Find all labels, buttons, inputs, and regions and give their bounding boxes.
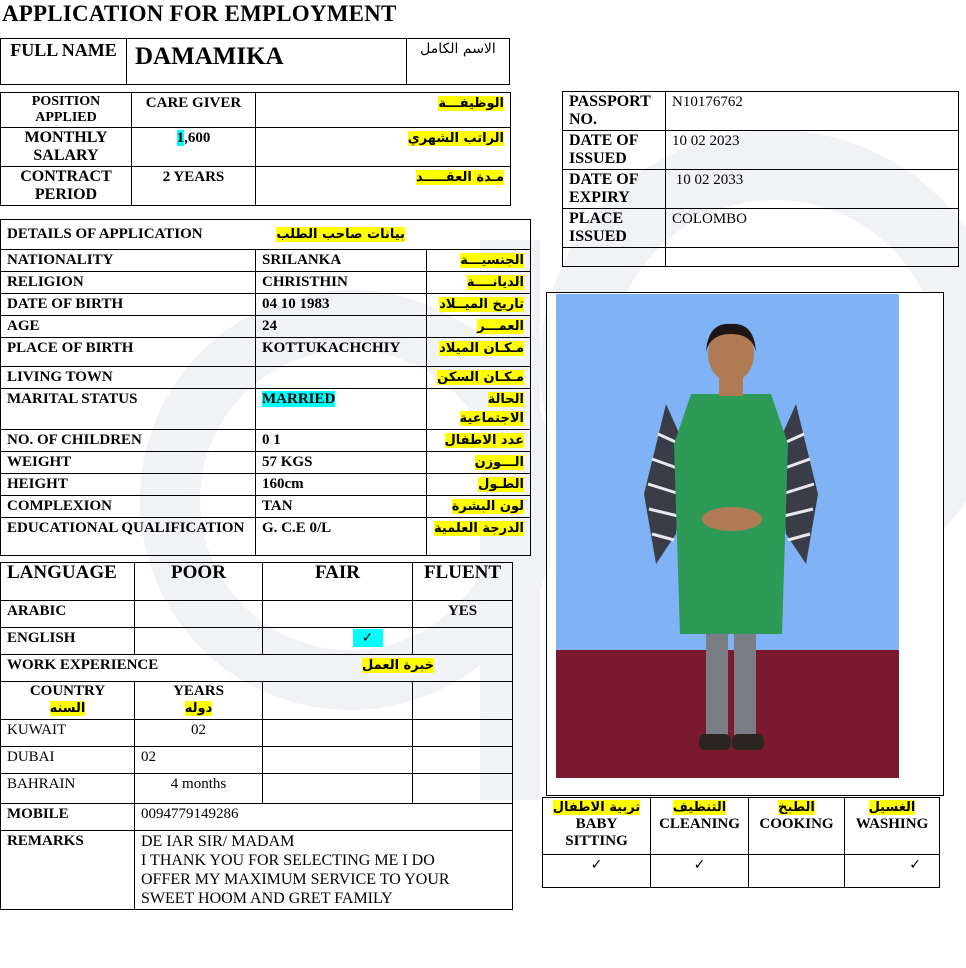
place-issued-value: COLOMBO [666, 209, 959, 248]
details-value: 0 1 [262, 432, 281, 448]
work-empty [413, 774, 513, 804]
remarks-line: I THANK YOU FOR SELECTING ME I DO [141, 852, 435, 869]
remarks-line: SWEET HOOM AND GRET FAMILY [141, 890, 393, 907]
full-name-value: DAMAMIKA [127, 39, 407, 85]
skill-cooking [749, 798, 845, 855]
details-header-ar: بيانات صاحب الطلب [276, 227, 405, 242]
details-label-ar: الديانــــة [466, 275, 524, 290]
skill-ar: تربية الاطفال [552, 800, 641, 815]
full-name-label: FULL NAME [1, 39, 127, 85]
details-label: NO. OF CHILDREN [1, 430, 256, 452]
remarks-label: REMARKS [1, 831, 135, 910]
passport-no-value: N10176762 [666, 92, 959, 131]
applicant-figure [556, 294, 899, 778]
skill-check: ✓ [651, 855, 749, 888]
details-label-ar: مـكـان السكن [437, 370, 524, 385]
skill-label: CLEANING [659, 816, 740, 832]
details-label: LIVING TOWN [1, 367, 256, 389]
details-row [1, 294, 531, 316]
passport-empty-cell-2 [666, 248, 959, 267]
details-label: PLACE OF BIRTH [1, 338, 256, 367]
work-years: 02 [135, 720, 263, 747]
english-poor [135, 628, 263, 655]
details-row [1, 250, 531, 272]
position-label: POSITION APPLIED [1, 93, 132, 128]
mobile-value: 0094779149286 [135, 804, 513, 831]
position-table [0, 92, 511, 206]
details-label: MARITAL STATUS [1, 389, 256, 430]
work-years: 02 [135, 747, 263, 774]
position-label-ar: الوظيفـــة [438, 96, 504, 111]
salary-label-ar: الراتب الشهري [407, 131, 504, 146]
years-header: YEARS [173, 683, 224, 699]
details-label-ar: عدد الاطفال [444, 433, 524, 448]
details-label: EDUCATIONAL QUALIFICATION [1, 518, 256, 556]
date-issued-value: 10 02 2023 [666, 131, 959, 170]
work-country: BAHRAIN [1, 774, 135, 804]
passport-no-label: PASSPORT NO. [563, 92, 666, 131]
language-table [0, 562, 513, 910]
details-row [1, 367, 531, 389]
english-fair-check: ✓ [353, 629, 383, 647]
details-label-ar: الـــوزن [474, 455, 524, 470]
details-row [1, 452, 531, 474]
arabic-label: ARABIC [1, 601, 135, 628]
date-issued-label: DATE OF ISSUED [563, 131, 666, 170]
work-country: DUBAI [1, 747, 135, 774]
details-rows [1, 250, 531, 556]
skills-table [542, 797, 940, 888]
salary-label: MONTHLY SALARY [1, 128, 132, 167]
passport-table [562, 91, 959, 267]
country-header-ar: السنه [49, 701, 86, 716]
details-label-ar: الدرجة العلمية [434, 521, 524, 536]
details-value: 160cm [262, 476, 304, 492]
work-header: WORK EXPERIENCE [7, 657, 159, 673]
details-value: MARRIED [262, 391, 336, 407]
details-row [1, 316, 531, 338]
work-empty-header-2 [413, 682, 513, 720]
work-empty [263, 720, 413, 747]
mobile-label: MOBILE [1, 804, 135, 831]
page-title: APPLICATION FOR EMPLOYMENT [2, 1, 397, 26]
details-row [1, 518, 531, 556]
details-value: KOTTUKACHCHIY [262, 340, 401, 356]
details-row [1, 474, 531, 496]
details-row [1, 430, 531, 452]
skill-baby-sitting [543, 798, 651, 855]
details-value: 24 [262, 318, 277, 334]
details-row [1, 496, 531, 518]
skill-check: ✓ [845, 855, 940, 888]
details-value: 57 KGS [262, 454, 313, 470]
arabic-fair [263, 601, 413, 628]
details-label: WEIGHT [1, 452, 256, 474]
details-label: DATE OF BIRTH [1, 294, 256, 316]
fluent-header: FLUENT [413, 563, 513, 601]
fair-header: FAIR [263, 563, 413, 601]
details-value: CHRISTHIN [262, 274, 348, 290]
details-label-ar: مـكـان الميلاد [439, 341, 524, 356]
full-name-label-ar: الاسم الكامل [407, 39, 510, 85]
details-row [1, 338, 531, 367]
remarks-line: OFFER MY MAXIMUM SERVICE TO YOUR [141, 871, 450, 888]
details-row [1, 389, 531, 430]
skill-label: COOKING [759, 816, 834, 832]
english-label: ENGLISH [1, 628, 135, 655]
skill-ar: التنظيف [672, 800, 727, 815]
date-expiry-value: 10 02 2033 [666, 170, 959, 209]
details-label: NATIONALITY [1, 250, 256, 272]
skill-label: BABY SITTING [565, 816, 628, 849]
contract-label: CONTRACT PERIOD [1, 167, 132, 206]
work-country: KUWAIT [1, 720, 135, 747]
details-label-ar: الطـول [478, 477, 524, 492]
skill-washing [845, 798, 940, 855]
applicant-photo [556, 294, 899, 778]
work-empty [413, 720, 513, 747]
details-label: AGE [1, 316, 256, 338]
skill-label: WASHING [855, 816, 929, 832]
details-label-ar: الجنسيـــة [460, 253, 524, 268]
country-header: COUNTRY [29, 683, 106, 699]
details-value: G. C.E 0/L [262, 520, 332, 536]
details-label-ar: العمـــر [477, 319, 524, 334]
remarks-line: DE IAR SIR/ MADAM [141, 833, 295, 850]
years-header-ar: دوله [184, 701, 213, 716]
work-empty [263, 774, 413, 804]
salary-value: ,600 [184, 130, 211, 146]
place-issued-label: PLACE ISSUED [563, 209, 666, 248]
details-label: RELIGION [1, 272, 256, 294]
english-fluent [413, 628, 513, 655]
arabic-fluent: YES [413, 601, 513, 628]
work-empty [413, 747, 513, 774]
skill-ar: الطبخ [778, 800, 815, 815]
details-value: TAN [262, 498, 293, 514]
salary-value-highlight: 1 [176, 130, 185, 146]
skill-ar: الغسيل [868, 800, 916, 815]
date-expiry-label: DATE OF EXPIRY [563, 170, 666, 209]
work-header-ar: خبرة العمل [362, 658, 434, 673]
poor-header: POOR [135, 563, 263, 601]
work-empty [263, 747, 413, 774]
arabic-poor [135, 601, 263, 628]
details-label-ar: تاريخ الميــلاد [439, 297, 524, 312]
work-years: 4 months [135, 774, 263, 804]
details-table [0, 219, 531, 556]
skill-check: ✓ [543, 855, 651, 888]
details-value: SRILANKA [262, 252, 342, 268]
details-row [1, 272, 531, 294]
details-label: COMPLEXION [1, 496, 256, 518]
position-value: CARE GIVER [132, 93, 256, 128]
language-header: LANGUAGE [1, 563, 135, 601]
skill-cleaning [651, 798, 749, 855]
passport-empty-cell [563, 248, 666, 267]
details-label-ar: الحالة الاجتماعية [459, 392, 524, 426]
details-label: HEIGHT [1, 474, 256, 496]
details-value: 04 10 1983 [262, 296, 330, 312]
contract-value: 2 YEARS [132, 167, 256, 206]
details-label-ar: لون البشرة [451, 499, 524, 514]
skill-check [749, 855, 845, 888]
name-table [0, 38, 510, 85]
contract-label-ar: مـدة العقـــــد [416, 170, 504, 185]
details-header: DETAILS OF APPLICATION [7, 226, 203, 242]
work-empty-header [263, 682, 413, 720]
